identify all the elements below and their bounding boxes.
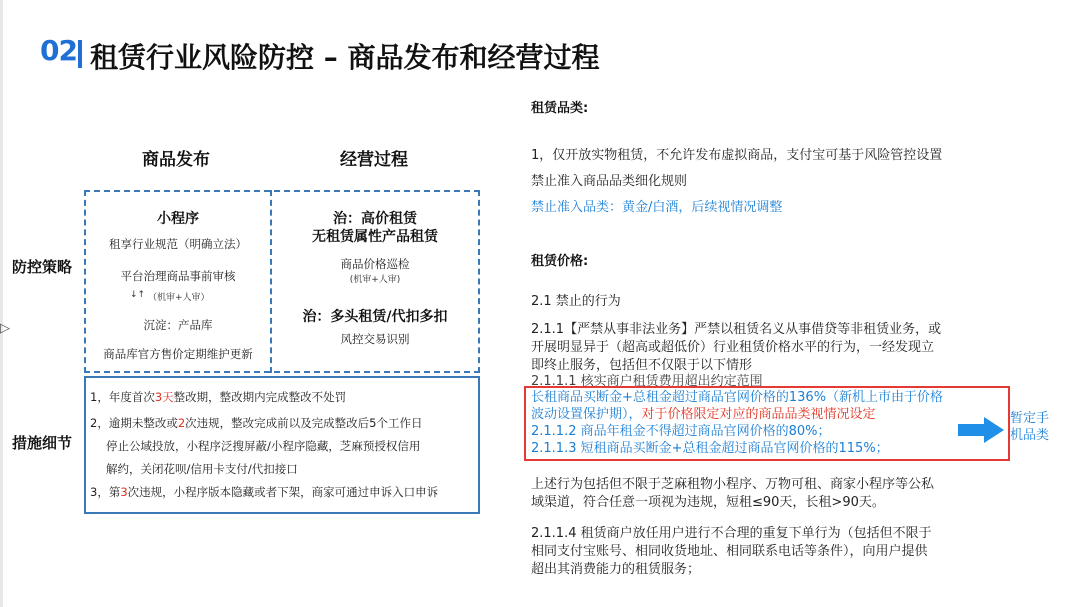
operation-line-1-sub: (机审+人审) bbox=[349, 275, 401, 285]
section-2-1: 2.1 禁止的行为 bbox=[531, 294, 621, 309]
mouse-cursor-icon: ▷ bbox=[0, 321, 10, 336]
section-2-1-1-1: 2.1.1.1 核实商户租赁费用超出约定范围 bbox=[531, 374, 763, 389]
operation-title-1: 治：高价租赁 bbox=[333, 211, 417, 227]
banned-categories: 禁止准入品类：黄金/白酒，后续视情况调整 bbox=[531, 200, 783, 215]
side-note bbox=[1010, 410, 1049, 444]
right-arrow-icon bbox=[958, 417, 1004, 447]
publish-title: 小程序 bbox=[157, 211, 199, 227]
column-header-operation: 经营过程 bbox=[340, 150, 408, 170]
scope-line-1: 上述行为包括但不限于芝麻租物小程序、万物可租、商家小程序等公私 bbox=[531, 477, 935, 492]
detail-item-2-line-3: 解约，关闭花呗/信用卡支付/代扣接口 bbox=[106, 462, 298, 476]
detail-item-2-line-2: 停止公域投放，小程序泛搜屏蔽/小程序隐藏，芝麻预授权信用 bbox=[106, 439, 421, 453]
highlight-line-2: 波动设置保护期），对于价格限定对应的商品品类视情况设定 bbox=[531, 407, 876, 422]
side-note-line-1: 暂定手 bbox=[1010, 411, 1050, 426]
section-2-1-1-line-3: 即终止服务，包括但不仅限于以下情形 bbox=[531, 358, 753, 373]
page-title: 租赁行业风险防控 – 商品发布和经营过程 bbox=[90, 41, 600, 74]
detail-item-2: 2，逾期未整改或2次违规，整改完成前以及完成整改后5个工作日 bbox=[90, 416, 423, 430]
category-line-2: 禁止准入商品品类细化规则 bbox=[531, 174, 688, 189]
row-header-strategy: 防控策略 bbox=[12, 258, 73, 276]
section-2-1-1-line-2: 开展明显异于（超高或超低价）行业租赁价格水平的行为，一经发现立 bbox=[531, 340, 935, 355]
row-header-detail: 措施细节 bbox=[12, 434, 73, 452]
price-heading: 租赁价格: bbox=[531, 254, 589, 269]
section-2-1-1-line-1: 2.1.1【严禁从事非法业务】严禁以租赁名义从事借贷等非租赁业务，或 bbox=[531, 322, 942, 337]
operation-line-2: 风控交易识别 bbox=[340, 332, 410, 346]
slide-edge-line bbox=[0, 0, 3, 607]
category-heading: 租赁品类: bbox=[531, 101, 589, 116]
category-line-1: 1，仅开放实物租赁，不允许发布虚拟商品，支付宝可基于风险管控设置 bbox=[531, 148, 943, 163]
highlight-line-4: 2.1.1.3 短租商品买断金+总租金超过商品官网价格的115%； bbox=[531, 441, 889, 456]
scope-line-2: 域渠道，符合任意一项视为违规，短租≤90天，长租>90天。 bbox=[531, 495, 885, 510]
highlight-line-1: 长租商品买断金+总租金超过商品官网价格的136%（新机上市由于价格 bbox=[531, 390, 944, 405]
operation-line-1: 商品价格巡检 bbox=[340, 257, 410, 271]
publish-line-3: 沉淀：产品库 bbox=[143, 318, 213, 332]
publish-line-1: 租享行业规范（明确立法） bbox=[109, 237, 247, 251]
publish-line-2: 平台治理商品事前审核 bbox=[120, 269, 236, 283]
highlight-line-3: 2.1.1.2 商品年租金不得超过商品官网价格的80%； bbox=[531, 424, 831, 439]
detail-item-3: 3，第3次违规，小程序版本隐藏或者下架，商家可通过申诉入口申诉 bbox=[90, 485, 439, 499]
section-2-1-1-4-line-3: 超出其消费能力的租赁服务； bbox=[531, 562, 701, 577]
column-header-publish: 商品发布 bbox=[142, 150, 210, 170]
operation-title-3: 治：多头租赁/代扣多扣 bbox=[302, 309, 448, 325]
section-2-1-1-4-line-2: 相同支付宝账号、相同收货地址、相同联系电话等条件），向用户提供 bbox=[531, 544, 928, 559]
title-number: 02 bbox=[40, 34, 77, 67]
side-note-line-2: 机品类 bbox=[1010, 428, 1050, 443]
title-divider bbox=[78, 40, 82, 68]
section-2-1-1-4-line-1: 2.1.1.4 租赁商户放任用户进行不合理的重复下单行为（包括但不限于 bbox=[531, 526, 932, 541]
sync-icon: ↓↑ bbox=[130, 290, 146, 300]
operation-title-2: 无租赁属性产品租赁 bbox=[312, 229, 438, 245]
publish-line-4: 商品库官方售价定期维护更新 bbox=[103, 347, 253, 361]
publish-line-2-sub: （机审+人审） bbox=[148, 293, 210, 303]
detail-item-1: 1，年度首次3天整改期，整改期内完成整改不处罚 bbox=[90, 390, 347, 404]
